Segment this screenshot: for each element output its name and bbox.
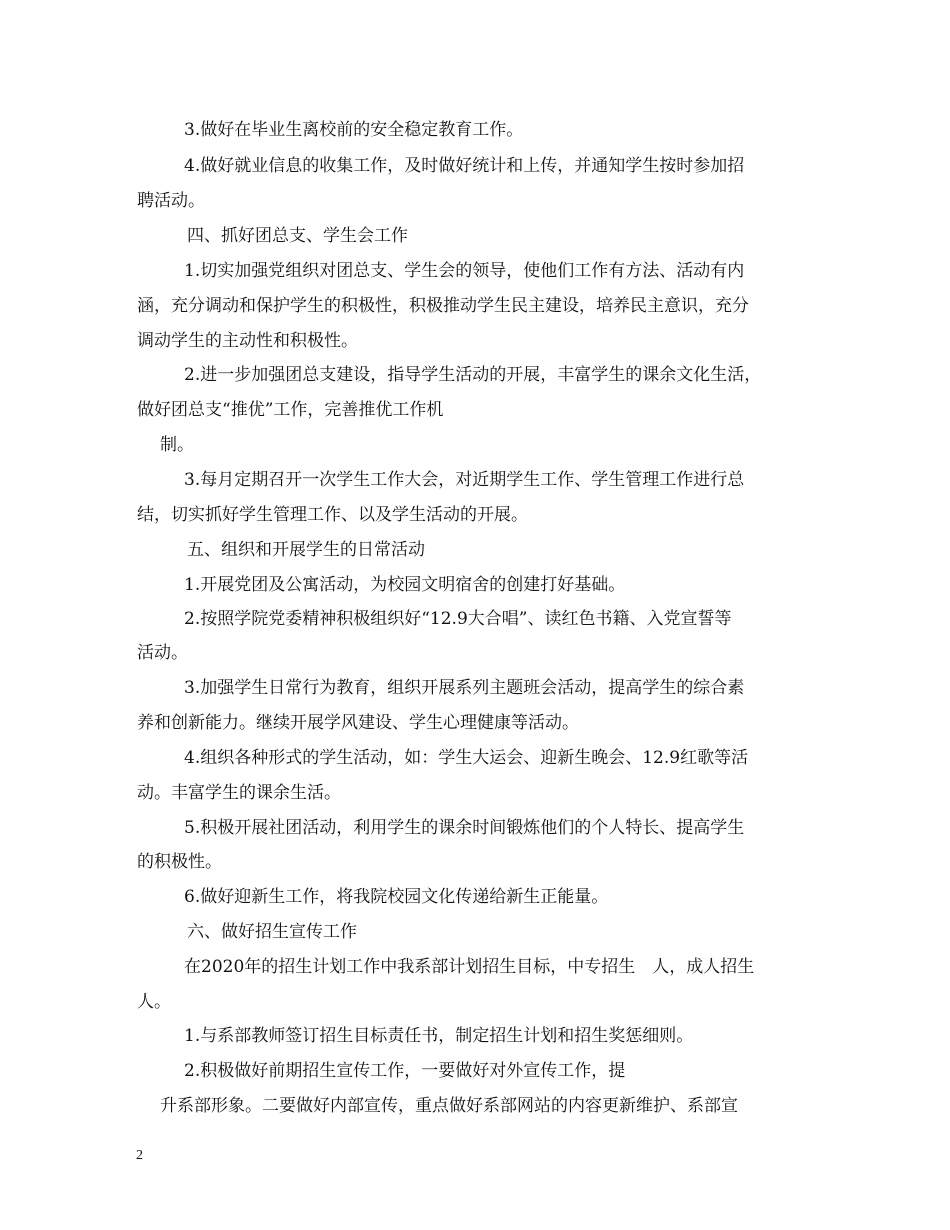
text-line: 2.积极做好前期招生宣传工作，一要做好对外宣传工作，提 xyxy=(184,1061,626,1081)
text-line: 涵，充分调动和保护学生的积极性，积极推动学生民主建设，培养民主意识，充分 xyxy=(137,296,749,316)
text-line: 聘活动。 xyxy=(137,191,205,211)
text-line: 4.做好就业信息的收集工作，及时做好统计和上传，并通知学生按时参加招 xyxy=(184,156,745,176)
text-line: 3.加强学生日常行为教育，组织开展系列主题班会活动，提高学生的综合素 xyxy=(184,678,745,698)
section-heading: 六、做好招生宣传工作 xyxy=(187,922,357,942)
text-line: 5.积极开展社团活动，利用学生的课余时间锻炼他们的个人特长、提高学生 xyxy=(184,818,745,838)
text-line: 升系部形象。二要做好内部宣传，重点做好系部网站的内容更新维护、系部宣 xyxy=(160,1096,738,1116)
section-heading: 五、组织和开展学生的日常活动 xyxy=(187,540,425,560)
page-number: 2 xyxy=(136,1148,143,1163)
text-line: 2.进一步加强团总支建设，指导学生活动的开展，丰富学生的课余文化生活， xyxy=(184,365,762,385)
text-line: 3.做好在毕业生离校前的安全稳定教育工作。 xyxy=(184,120,524,140)
text-line: 4.组织各种形式的学生活动，如：学生大运会、迎新生晚会、12.9红歌等活 xyxy=(184,748,749,768)
text-line: 活动。 xyxy=(137,643,188,663)
text-line: 的积极性。 xyxy=(137,852,222,872)
text-line: 人。 xyxy=(137,992,171,1012)
text-line: 1.与系部教师签订招生目标责任书，制定招生计划和招生奖惩细则。 xyxy=(184,1026,694,1046)
text-line: 养和创新能力。继续开展学风建设、学生心理健康等活动。 xyxy=(137,713,579,733)
text-line: 在2020年的招生计划工作中我系部计划招生目标，中专招生 人，成人招生 xyxy=(184,957,755,977)
text-line: 结，切实抓好学生管理工作、以及学生活动的开展。 xyxy=(137,505,528,525)
text-line: 3.每月定期召开一次学生工作大会，对近期学生工作、学生管理工作进行总 xyxy=(184,470,745,490)
text-line: 2.按照学院党委精神积极组织好“12.9大合唱”、读红色书籍、入党宣誓等 xyxy=(184,609,732,629)
section-heading: 四、抓好团总支、学生会工作 xyxy=(187,226,408,246)
text-line: 1.切实加强党组织对团总支、学生会的领导，使他们工作有方法、活动有内 xyxy=(184,261,745,281)
text-line: 做好团总支“推优”工作，完善推优工作机 xyxy=(137,400,444,420)
text-line: 调动学生的主动性和积极性。 xyxy=(137,331,358,351)
text-line: 制。 xyxy=(160,435,194,455)
text-line: 1.开展党团及公寓活动，为校园文明宿舍的创建打好基础。 xyxy=(184,575,626,595)
text-line: 6.做好迎新生工作，将我院校园文化传递给新生正能量。 xyxy=(184,887,609,907)
text-line: 动。丰富学生的课余生活。 xyxy=(137,783,341,803)
